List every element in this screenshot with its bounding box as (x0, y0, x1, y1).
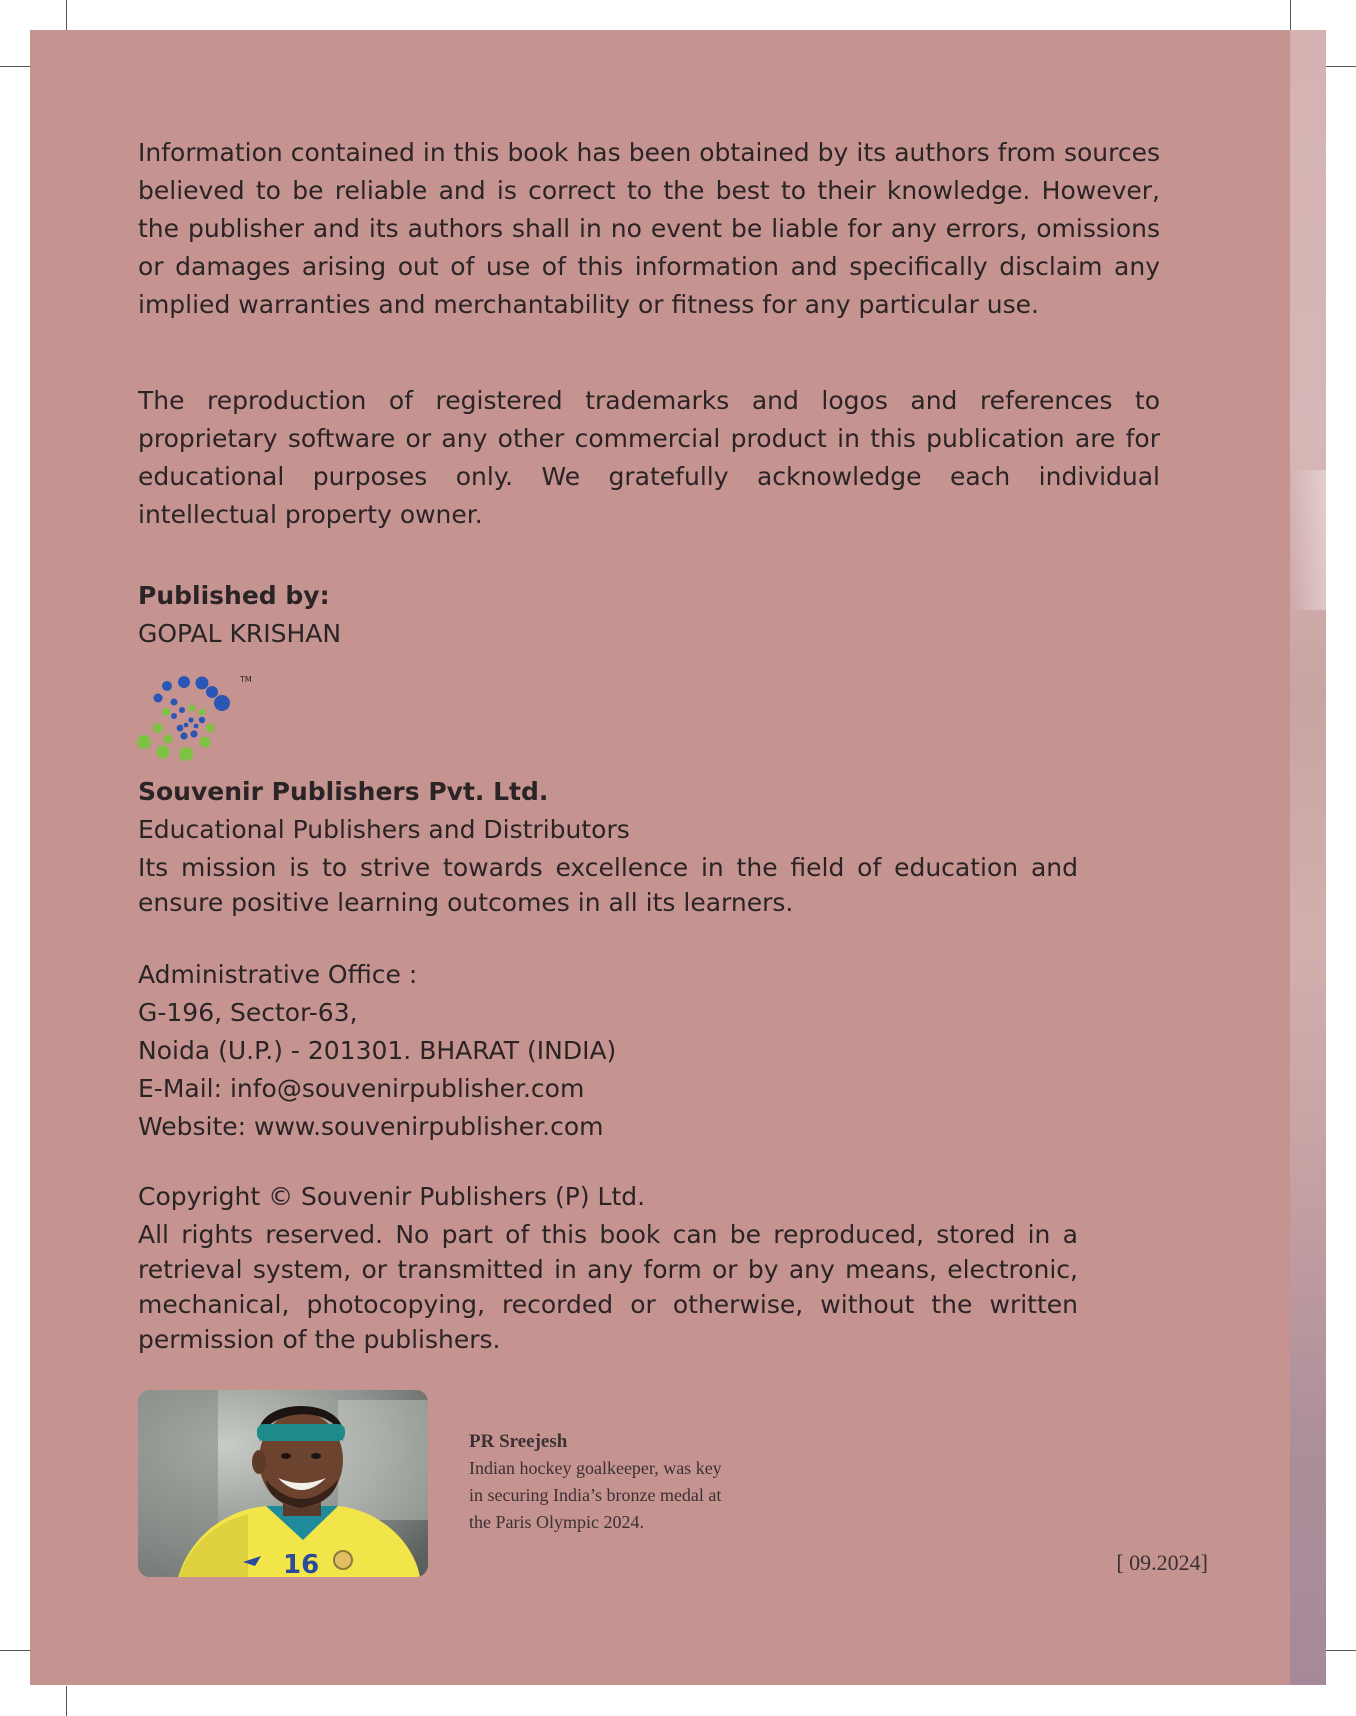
logo-dot (179, 707, 185, 713)
logo-dot (179, 747, 193, 761)
logo-dot (164, 735, 173, 744)
crop-mark (1290, 0, 1291, 30)
logo-dot (162, 708, 170, 716)
crop-mark (0, 1650, 30, 1651)
crop-mark (1326, 1650, 1356, 1651)
disclaimer-paragraph-1: Information contained in this book has been obtained by its authors from sources believed to be reliable and is correct to the best to their knowledge. However, the publisher and its authors shall in no event be liable for any errors, omissions or damages arising out of use of this information and specifically disclaim any implied warranties and merchantability or fitness for any particular use. (138, 138, 1160, 319)
logo-dot (177, 725, 184, 732)
jersey-emblem (334, 1551, 352, 1569)
logo-dot (199, 717, 205, 723)
logo-dot (200, 737, 211, 748)
publisher-name: GOPAL KRISHAN (138, 619, 342, 648)
logo-dot (190, 730, 197, 737)
publisher-logo (136, 668, 256, 768)
athlete-illustration (138, 1390, 428, 1577)
company-tagline: Educational Publishers and Distributors (138, 815, 630, 844)
eye (281, 1453, 291, 1459)
logo-dot (206, 724, 215, 733)
published-by-label: Published by: (138, 581, 330, 610)
company-name: Souvenir Publishers Pvt. Ltd. (138, 777, 549, 806)
caption-name: PR Sreejesh (469, 1431, 568, 1452)
logo-dot (194, 724, 199, 729)
logo-dot (199, 709, 206, 716)
edition-date: [ 09.2024] (1116, 1550, 1208, 1575)
company-mission: Its mission is to strive towards excellence in the field of education and ensure positive learning outcomes in all its learners. (138, 853, 1078, 917)
email-line: E-Mail: info@souvenirpublisher.com (138, 1074, 585, 1103)
eye (311, 1453, 321, 1459)
logo-dot (206, 686, 218, 698)
office-address (138, 956, 1160, 1146)
crop-mark (0, 66, 30, 67)
crop-mark (66, 0, 67, 30)
photo-blur-patch (338, 1400, 428, 1520)
caption-line-2: in securing India’s bronze medal at (469, 1485, 722, 1505)
cover-bleed-highlight (1290, 470, 1326, 610)
address-line-1: G-196, Sector-63, (138, 998, 358, 1027)
website-line: Website: www.souvenirpublisher.com (138, 1112, 604, 1141)
logo-dot (153, 723, 163, 733)
logo-dot (196, 677, 209, 690)
logo-dot (188, 717, 193, 722)
logo-dot (162, 681, 172, 691)
caption-line-1: Indian hockey goalkeeper, was key (469, 1458, 722, 1478)
logo-dot (180, 732, 187, 739)
crop-mark (1326, 66, 1356, 67)
office-label: Administrative Office : (138, 960, 418, 989)
ear (252, 1450, 266, 1474)
trademark-symbol: TM (240, 675, 252, 684)
address-line-2: Noida (U.P.) - 201301. BHARAT (INDIA) (138, 1036, 617, 1065)
headband (257, 1424, 345, 1441)
crop-mark (66, 1686, 67, 1716)
copyright-line: Copyright © Souvenir Publishers (P) Ltd. (138, 1182, 646, 1211)
logo-dot (171, 713, 177, 719)
caption-line-3: the Paris Olympic 2024. (469, 1512, 644, 1532)
logo-dot (214, 695, 230, 711)
athlete-photo (138, 1390, 428, 1577)
logo-dot (137, 735, 151, 749)
logo-dot (157, 746, 170, 759)
logo-dot (178, 676, 190, 688)
logo-dot (154, 694, 163, 703)
jersey-number: 16 (283, 1550, 320, 1577)
disclaimer-paragraph-2: The reproduction of registered trademarks and logos and references to proprietary software or any other commercial product in this publication are for educational purposes only. We gratefully acknowledge each individual intellectual property owner. (138, 386, 1160, 529)
rights-statement: All rights reserved. No part of this book can be reproduced, stored in a retrieval system, or transmitted in any form or by any means, electronic, mechanical, photocopying, recorded or otherwise, without the written permission of the publishers. (138, 1220, 1078, 1354)
logo-dot (184, 723, 189, 728)
logo-dot (189, 705, 196, 712)
logo-dot (171, 699, 178, 706)
cover-bleed-strip (1290, 30, 1326, 1685)
photo-caption (469, 1428, 809, 1536)
